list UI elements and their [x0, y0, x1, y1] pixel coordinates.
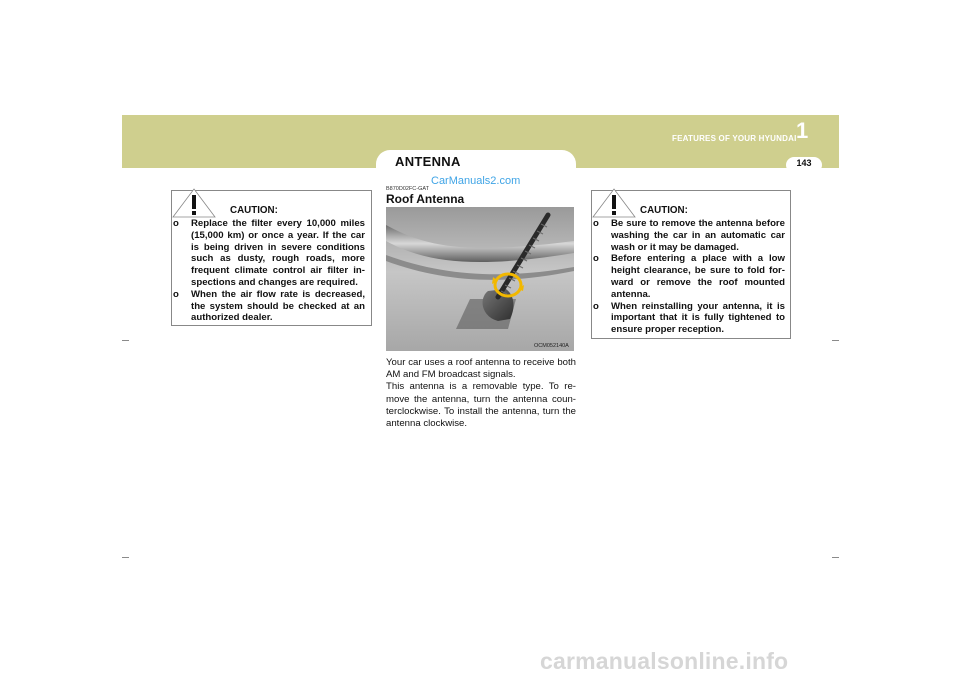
crop-mark	[832, 340, 839, 341]
caution-title-right: CAUTION:	[640, 205, 688, 216]
crop-mark	[122, 557, 129, 558]
bullet: o	[593, 253, 599, 265]
watermark-link[interactable]: CarManuals2.com	[431, 175, 521, 187]
list-item	[173, 289, 365, 324]
list-item	[593, 253, 785, 300]
list-item	[173, 218, 365, 289]
paragraph: This antenna is a removable type. To re-move the antenna, turn the antenna coun-terclockwise. To install the antenna, turn the antenna clockwise.	[386, 381, 576, 430]
chapter-number: 1	[796, 118, 809, 143]
bullet: o	[593, 218, 599, 229]
subheading: Roof Antenna	[386, 192, 465, 206]
caution-text: Replace the filter every 10,000 miles (15,000 km) or once a year. If the car is being driven in severe conditions such as dusty, rough roads, more frequent climate control air filter in-spections and changes are required.	[191, 218, 365, 288]
bullet: o	[173, 288, 179, 300]
roof-antenna-photo	[386, 207, 574, 351]
caution-title-left: CAUTION:	[230, 205, 278, 216]
list-item	[593, 218, 785, 253]
figure-code: OCM052140A	[534, 343, 569, 349]
caution-text: Be sure to remove the antenna before washing the car in an automatic car wash or it may be damaged.	[611, 218, 785, 253]
caution-list-right	[593, 218, 785, 336]
list-item	[593, 301, 785, 336]
footer-watermark: carmanualsonline.info	[540, 648, 789, 674]
caution-text: Before entering a place with a low height clearance, be sure to fold for-ward or remove the roof mounted antenna.	[611, 253, 785, 300]
bullet: o	[593, 300, 599, 312]
section-code: B870D02FC-GAT	[386, 186, 429, 192]
warning-triangle-icon	[592, 188, 636, 218]
warning-triangle-icon	[172, 188, 216, 218]
caution-list-left	[173, 218, 365, 324]
paragraph: Your car uses a roof antenna to receive both AM and FM broadcast signals.	[386, 357, 576, 381]
crop-mark	[832, 557, 839, 558]
page-number: 143	[796, 158, 812, 168]
section-title: ANTENNA	[395, 154, 461, 169]
caution-text: When reinstalling your antenna, it is important that it is fully tightened to ensure proper reception.	[611, 300, 785, 336]
crop-mark	[122, 340, 129, 341]
chapter-title: FEATURES OF YOUR HYUNDAI	[672, 134, 797, 143]
bullet: o	[173, 218, 179, 229]
body-text	[386, 357, 576, 430]
caution-text: When the air flow rate is decreased, the system should be checked at an authorized dealer.	[191, 288, 365, 324]
